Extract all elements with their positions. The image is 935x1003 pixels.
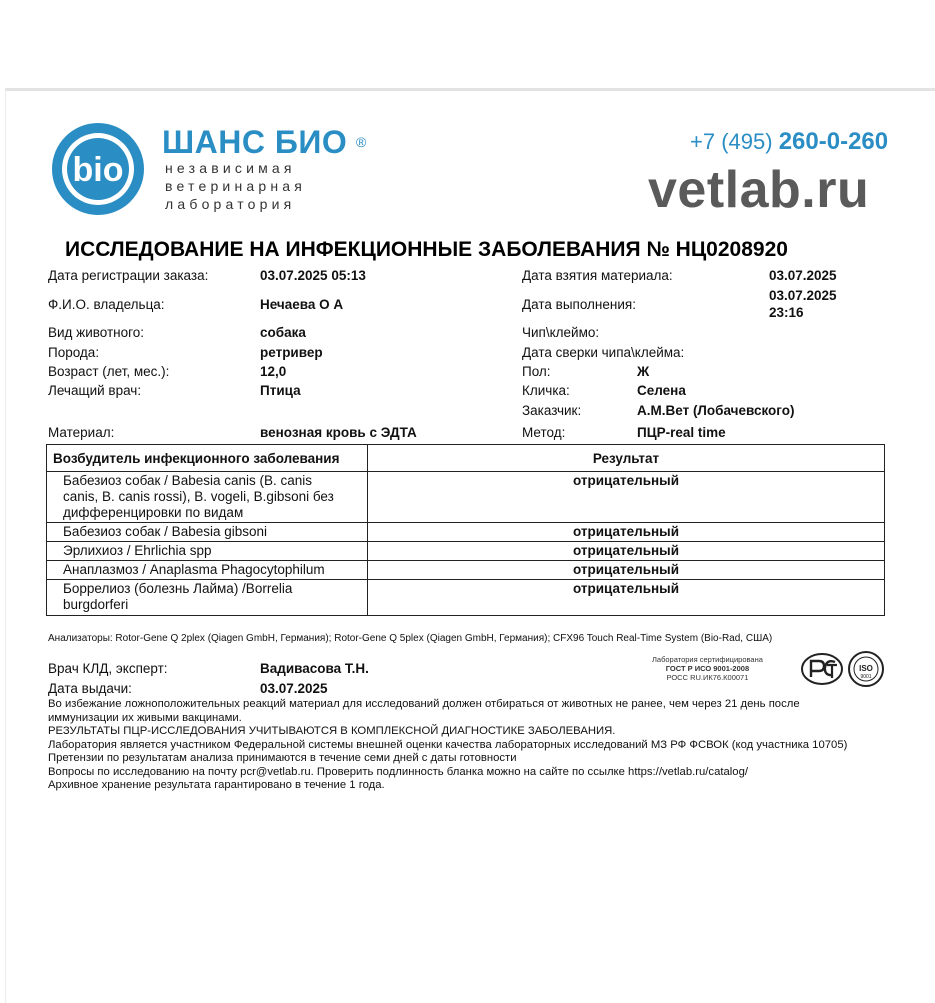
certification-text	[652, 655, 763, 682]
method-label: Метод:	[522, 425, 566, 440]
results-table	[46, 444, 885, 616]
pathogen-line: canis, B. canis rossi), B. vogeli, B.gibsoni без	[63, 489, 334, 504]
done-date-label: Дата выполнения:	[522, 297, 636, 312]
pathogen-line: дифференцировки по видам	[63, 505, 244, 520]
done-time-value: 23:16	[769, 305, 804, 320]
note-line: Лаборатория является участником Федеральной системы внешней оценки качества лабораторных исследований МЗ РФ ФСВОК (код участника 10705)	[48, 738, 848, 751]
note-line: Архивное хранение результата гарантировано в течение 1 года.	[48, 779, 385, 791]
pathogen-cell: Анаплазмоз / Anaplasma Phagocytophilum	[47, 561, 368, 580]
note-line: Претензии по результатам анализа принимаются в течение семи дней с даты готовности	[48, 752, 517, 764]
chip-check-label: Дата сверки чипа\клейма:	[522, 345, 685, 360]
sample-date-value: 03.07.2025	[769, 268, 837, 283]
material-value: венозная кровь с ЭДТА	[260, 425, 417, 440]
sample-date-label: Дата взятия материала:	[522, 268, 673, 283]
pathogen-cell: Эрлихиоз / Ehrlichia spp	[47, 542, 368, 561]
tagline-line-2: ветеринарная	[165, 178, 307, 194]
doctor-label: Лечащий врач:	[48, 383, 142, 398]
age-value: 12,0	[260, 364, 287, 379]
registered-mark: ®	[356, 134, 367, 150]
species-value: собака	[260, 325, 306, 340]
age-label: Возраст (лет, мес.):	[48, 364, 170, 379]
site-name: vetlab.ru	[648, 161, 870, 219]
bio-logo	[50, 121, 146, 217]
species-label: Вид животного:	[48, 325, 145, 340]
sex-label: Пол:	[522, 364, 551, 379]
breed-value: ретривер	[260, 345, 323, 360]
pathogen-line: Бабезиоз собак / Babesia canis (B. canis	[63, 473, 313, 488]
result-cell: отрицательный	[368, 580, 885, 616]
note-line: иммунизации их живыми вакцинами.	[48, 711, 242, 724]
analyzers-text: Анализаторы: Rotor-Gene Q 2plex (Qiagen GmbH, Германия); Rotor-Gene Q 5plex (Qiagen GmbH, Германия); CFX96 Touch Real-Time System (Bio-Rad, США)	[48, 633, 773, 644]
pet-name-value: Селена	[637, 383, 686, 398]
brand-name: ШАНС БИО	[162, 124, 348, 160]
reg-date-value: 03.07.2025 05:13	[260, 268, 366, 283]
issue-date-label: Дата выдачи:	[48, 681, 132, 696]
result-column-header: Результат	[368, 445, 885, 472]
iso-9001-icon	[847, 650, 885, 688]
material-label: Материал:	[48, 425, 115, 440]
owner-label: Ф.И.О. владельца:	[48, 297, 165, 312]
chip-label: Чип\клеймо:	[522, 325, 600, 340]
note-line: Вопросы по исследованию на почту pcr@vetlab.ru. Проверить подлинность бланка можно на сайте по ссылке https://vetlab.ru/catalog/	[48, 765, 748, 778]
pathogen-column-header: Возбудитель инфекционного заболевания	[47, 445, 368, 472]
table-header-row	[47, 445, 885, 472]
issue-date-value: 03.07.2025	[260, 681, 328, 696]
note-line: Во избежание ложноположительных реакций материал для исследований должен отбираться от животных не ранее, чем через 21 день после	[48, 698, 800, 710]
breed-label: Порода:	[48, 345, 100, 360]
table-row	[47, 561, 885, 580]
result-cell: отрицательный	[368, 542, 885, 561]
table-row	[47, 523, 885, 542]
client-label: Заказчик:	[522, 403, 582, 418]
pet-name-label: Кличка:	[522, 383, 570, 398]
method-value: ПЦР-real time	[637, 425, 726, 440]
client-value: А.М.Вет (Лобачевского)	[637, 403, 795, 418]
result-cell: отрицательный	[368, 561, 885, 580]
result-cell: отрицательный	[368, 472, 885, 523]
document-title: ИССЛЕДОВАНИЕ НА ИНФЕКЦИОННЫЕ ЗАБОЛЕВАНИЯ № НЦ0208920	[65, 238, 788, 261]
top-background	[0, 0, 935, 88]
phone-code: +7 (495)	[690, 129, 773, 154]
svg-text:9001: 9001	[860, 674, 872, 680]
done-date-value: 03.07.2025	[769, 288, 837, 303]
logo-text: bio	[72, 151, 124, 189]
tagline-line-1: независимая	[165, 160, 296, 176]
cert-line: ГОСТ Р ИСО 9001-2008	[665, 664, 750, 673]
cert-line: Лаборатория сертифицирована	[652, 655, 763, 664]
owner-value: Нечаева О А	[260, 297, 344, 312]
sex-value: Ж	[637, 364, 650, 379]
svg-text:ISO: ISO	[859, 664, 873, 673]
table-row	[47, 542, 885, 561]
expert-value: Вадивасова Т.Н.	[260, 661, 369, 676]
reg-date-label: Дата регистрации заказа:	[48, 268, 209, 283]
pathogen-cell	[47, 580, 368, 616]
expert-label: Врач КЛД, эксперт:	[48, 661, 168, 676]
table-row	[47, 472, 885, 523]
result-cell: отрицательный	[368, 523, 885, 542]
pathogen-line: burgdorferi	[63, 597, 129, 612]
phone-number: 260-0-260	[778, 128, 889, 155]
notes-block	[48, 698, 848, 793]
pct-mark-icon	[800, 652, 844, 686]
pathogen-line: Боррелиоз (болезнь Лайма) /Borrelia	[63, 581, 293, 596]
doctor-value: Птица	[260, 383, 301, 398]
cert-line: РОСС RU.ИК76.К00071	[666, 673, 749, 682]
table-row	[47, 580, 885, 616]
phone	[690, 128, 888, 156]
pathogen-cell: Бабезиоз собак / Babesia gibsoni	[47, 523, 368, 542]
tagline-line-3: лаборатория	[165, 196, 296, 212]
note-line: РЕЗУЛЬТАТЫ ПЦР-ИССЛЕДОВАНИЯ УЧИТЫВАЮТСЯ В КОМПЛЕКСНОЙ ДИАГНОСТИКЕ ЗАБОЛЕВАНИЯ.	[48, 725, 616, 737]
pathogen-cell	[47, 472, 368, 523]
